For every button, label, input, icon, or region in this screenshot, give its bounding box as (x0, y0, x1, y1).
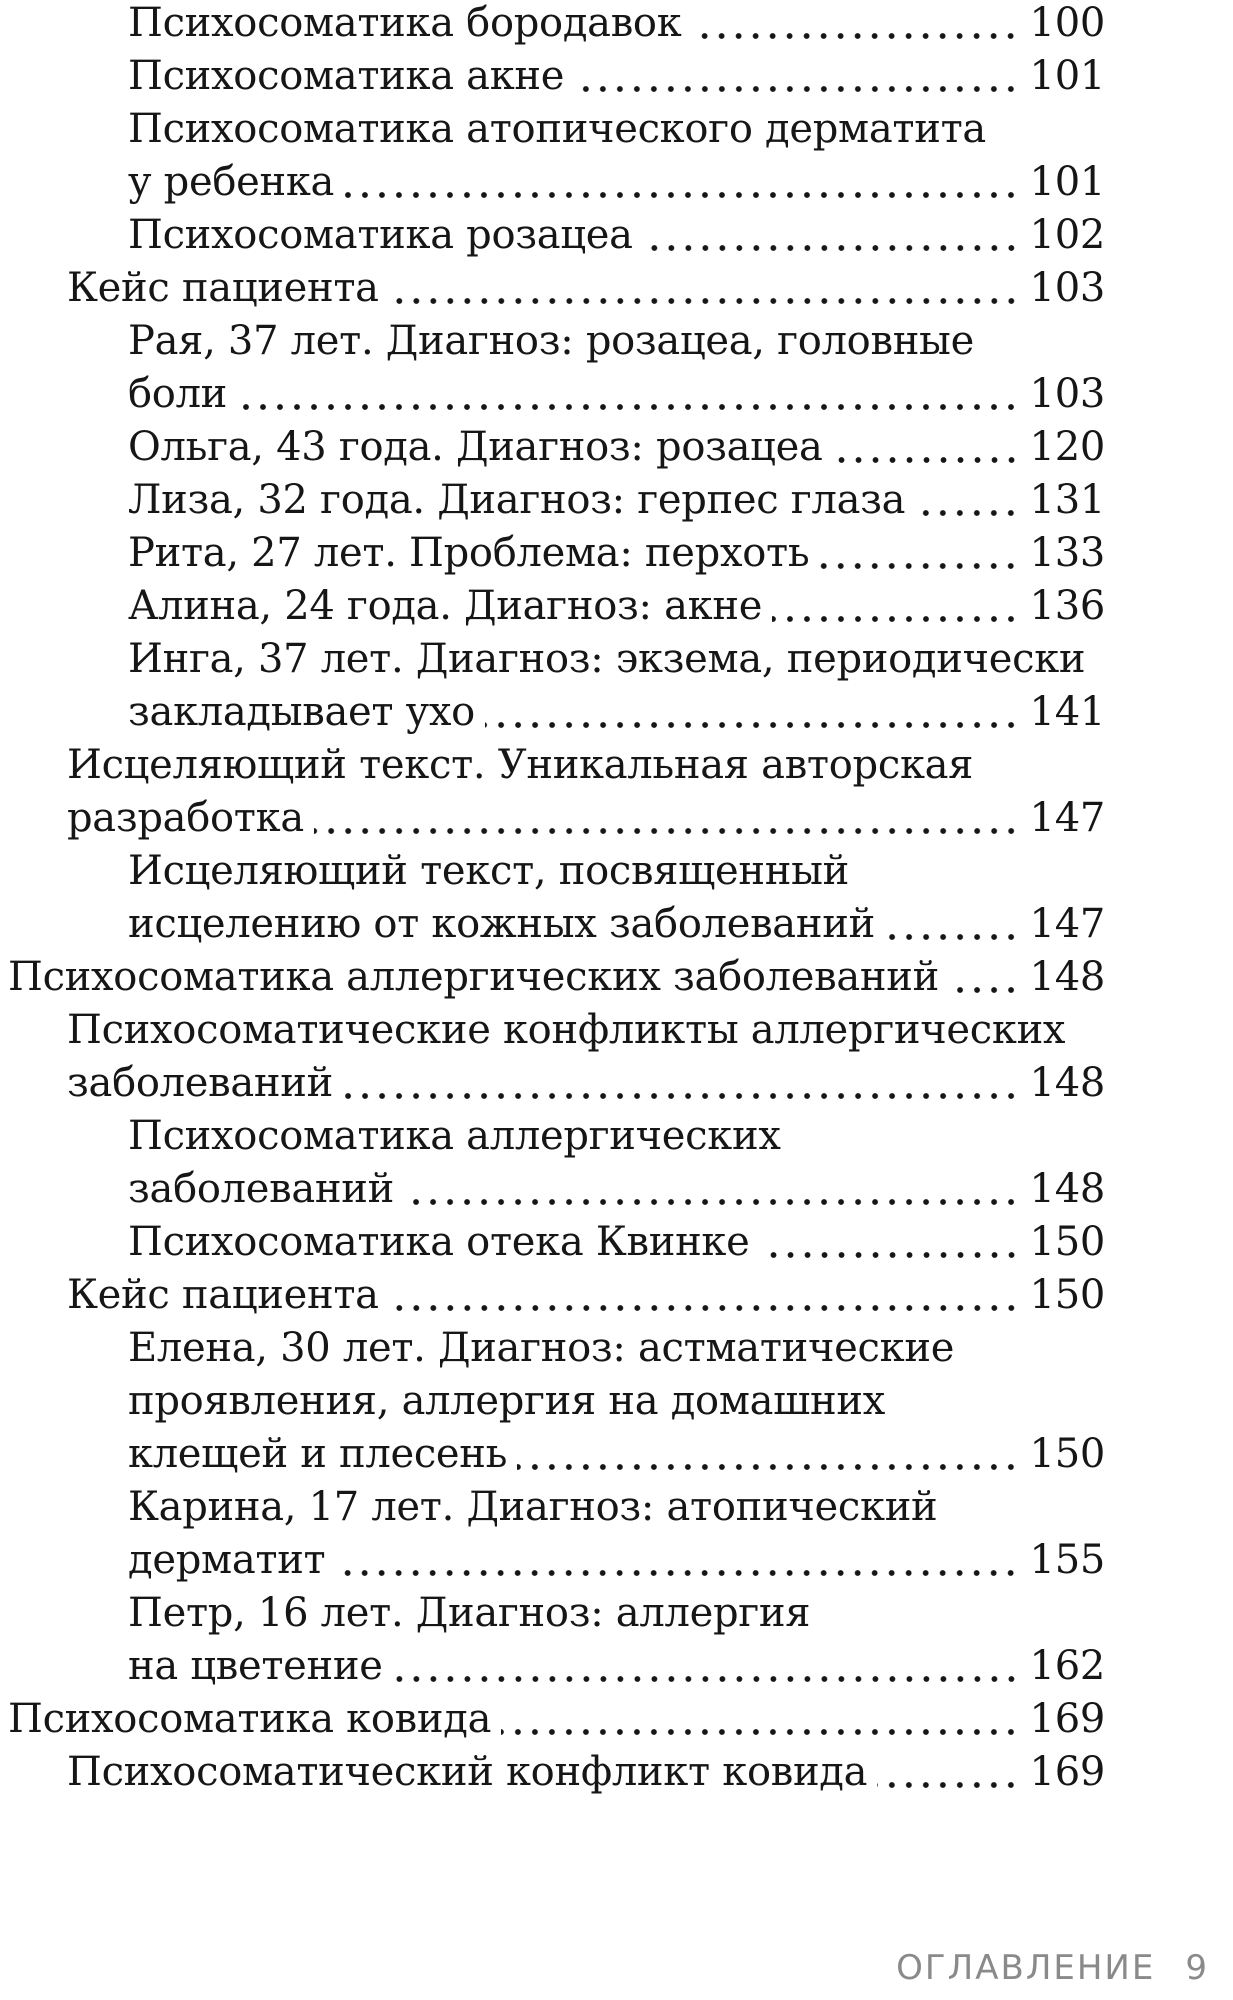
toc-entry[interactable] (128, 1587, 1105, 1693)
toc-page-number: 133 (1029, 530, 1105, 576)
toc-entry[interactable] (67, 1004, 1105, 1110)
dot-leader (404, 1197, 1020, 1207)
dot-leader (485, 720, 1020, 730)
dot-leader (877, 1780, 1019, 1790)
toc-entry-title: Кейс пациента (67, 265, 379, 311)
toc-entry-last-line (128, 898, 1105, 951)
toc-entry-line: Психосоматика аллергических (128, 1113, 781, 1159)
toc-entry-last-line (128, 1163, 1105, 1216)
toc-page-number: 155 (1029, 1537, 1105, 1583)
toc-entry-last-line (67, 262, 1105, 315)
toc-entry-last-line (67, 792, 1105, 845)
running-footer (896, 1948, 1209, 1988)
toc-entry-last-line (67, 1057, 1105, 1110)
toc-entry-line: Психосоматика атопического дерматита (128, 106, 986, 152)
toc-page-number: 150 (1029, 1219, 1105, 1265)
dot-leader (819, 561, 1019, 571)
toc-entry-line: Карина, 17 лет. Диагноз: атопический (128, 1484, 938, 1530)
toc-entry-title: дерматит (128, 1537, 326, 1583)
toc-entry-line: Елена, 30 лет. Диагноз: астматические (128, 1325, 955, 1371)
toc-entry[interactable] (128, 527, 1105, 580)
dot-leader (314, 826, 1020, 836)
toc-page-number: 103 (1029, 371, 1105, 417)
toc-page-number: 148 (1029, 954, 1105, 1000)
toc-entry-title: Психосоматика бородавок (128, 0, 682, 46)
toc-entry[interactable] (128, 1481, 1105, 1587)
toc-entry-last-line (67, 1269, 1105, 1322)
toc-entry[interactable] (67, 1269, 1105, 1322)
toc-entry-last-line (128, 1216, 1105, 1269)
toc-page-number: 148 (1029, 1166, 1105, 1212)
toc-entry-line: проявления, аллергия на домашних (128, 1378, 886, 1424)
toc-entry-title: Психосоматика ковида (8, 1696, 492, 1742)
dot-leader (517, 1462, 1019, 1472)
toc-entry-title: исцелению от кожных заболеваний (128, 901, 875, 947)
toc-entry-title: Психосоматика отека Квинке (128, 1219, 750, 1265)
toc-entry-last-line (8, 951, 1105, 1004)
dot-leader (389, 296, 1020, 306)
toc-entry[interactable] (67, 1746, 1105, 1799)
toc-entry[interactable] (67, 262, 1105, 315)
dot-leader (501, 1727, 1019, 1737)
dot-leader (389, 1303, 1020, 1313)
toc-entry[interactable] (128, 209, 1105, 262)
toc-entry-title: боли (128, 371, 228, 417)
toc-entry-title: Психосоматика розацеа (128, 212, 633, 258)
toc-entry-title: Кейс пациента (67, 1272, 379, 1318)
toc-entry-last-line (128, 50, 1105, 103)
toc-entry[interactable] (8, 1693, 1105, 1746)
toc-entry-line: Исцеляющий текст, посвященный (128, 848, 850, 894)
toc-page-number: 103 (1029, 265, 1105, 311)
toc-page-number: 131 (1029, 477, 1105, 523)
toc-entry-last-line (128, 1428, 1105, 1481)
toc-page-number: 141 (1029, 689, 1105, 735)
toc-entry-title: на цветение (128, 1643, 383, 1689)
toc-entry-last-line (128, 1534, 1105, 1587)
toc-entry[interactable] (128, 474, 1105, 527)
toc-entry[interactable] (67, 739, 1105, 845)
toc-entry-last-line (128, 421, 1105, 474)
toc-entry-title: Ольга, 43 года. Диагноз: розацеа (128, 424, 823, 470)
footer-section-title: ОГЛАВЛЕНИЕ (896, 1948, 1156, 1988)
dot-leader (335, 1568, 1019, 1578)
toc-entry[interactable] (128, 1322, 1105, 1481)
toc-entry-title: Психосоматика аллергических заболеваний (8, 954, 939, 1000)
dot-leader (691, 31, 1019, 41)
toc-page-number: 102 (1029, 212, 1105, 258)
dot-leader (574, 84, 1019, 94)
dot-leader (643, 243, 1020, 253)
toc-entry-last-line (128, 368, 1105, 421)
toc-entry-line: Инга, 37 лет. Диагноз: экзема, периодически (128, 636, 1086, 682)
toc-page-number: 148 (1029, 1060, 1105, 1106)
toc-page-number: 150 (1029, 1431, 1105, 1477)
toc-entry-last-line (128, 527, 1105, 580)
toc-entry-title: заболеваний (128, 1166, 394, 1212)
toc-entry-title: Психосоматика акне (128, 53, 565, 99)
toc-entry-title: разработка (67, 795, 304, 841)
toc-entry-title: Лиза, 32 года. Диагноз: герпес глаза (128, 477, 906, 523)
toc-entry-last-line (128, 474, 1105, 527)
toc-entry-last-line (8, 1693, 1105, 1746)
toc-entry-last-line (67, 1746, 1105, 1799)
footer-page-number: 9 (1185, 1948, 1209, 1988)
toc-entry-title: закладывает ухо (128, 689, 475, 735)
toc-entry-last-line (128, 0, 1105, 50)
toc-entry-title: Алина, 24 года. Диагноз: акне (128, 583, 763, 629)
toc-entry[interactable] (128, 315, 1105, 421)
dot-leader (760, 1250, 1020, 1260)
toc-entry[interactable] (128, 50, 1105, 103)
toc-page-number: 100 (1029, 0, 1105, 46)
dot-leader (344, 190, 1019, 200)
toc-entry-title: клещей и плесень (128, 1431, 508, 1477)
dot-leader (393, 1674, 1020, 1684)
toc-entry[interactable] (128, 103, 1105, 209)
toc-page-number: 101 (1029, 53, 1105, 99)
toc-entry-title: Рита, 27 лет. Проблема: перхоть (128, 530, 810, 576)
toc-entry-line: Исцеляющий текст. Уникальная авторская (67, 742, 974, 788)
toc-page-number: 150 (1029, 1272, 1105, 1318)
toc-page-number: 147 (1029, 795, 1105, 841)
dot-leader (949, 985, 1020, 995)
toc-entry[interactable] (128, 580, 1105, 633)
toc-entry[interactable] (8, 951, 1105, 1004)
dot-leader (343, 1091, 1020, 1101)
toc-entry-last-line (128, 209, 1105, 262)
toc-page-number: 147 (1029, 901, 1105, 947)
toc-entry-title: Психосоматический конфликт ковида (67, 1749, 868, 1795)
toc-entry-line: Психосоматические конфликты аллергических (67, 1007, 1066, 1053)
toc-page-number: 169 (1029, 1696, 1105, 1742)
toc-page-number: 101 (1029, 159, 1105, 205)
toc-page-number: 162 (1029, 1643, 1105, 1689)
toc-entry[interactable] (128, 1216, 1105, 1269)
toc-entry-last-line (128, 1640, 1105, 1693)
dot-leader (833, 455, 1020, 465)
toc-page-number: 136 (1029, 583, 1105, 629)
toc-entry[interactable] (128, 633, 1105, 739)
toc-entry[interactable] (128, 1110, 1105, 1216)
toc-entry-last-line (128, 580, 1105, 633)
toc-entry-title: у ребенка (128, 159, 335, 205)
toc-page-number: 120 (1029, 424, 1105, 470)
toc-entry-last-line (128, 686, 1105, 739)
toc-entry-last-line (128, 156, 1105, 209)
dot-leader (915, 508, 1019, 518)
dot-leader (237, 402, 1020, 412)
toc-entry[interactable] (128, 421, 1105, 474)
toc-page-number: 169 (1029, 1749, 1105, 1795)
toc-entry-title: заболеваний (67, 1060, 333, 1106)
toc-entry-line: Петр, 16 лет. Диагноз: аллергия (128, 1590, 811, 1636)
toc-entry-line: Рая, 37 лет. Диагноз: розацеа, головные (128, 318, 974, 364)
dot-leader (885, 932, 1020, 942)
toc-entry[interactable] (128, 0, 1105, 50)
toc-entry[interactable] (128, 845, 1105, 951)
dot-leader (772, 614, 1019, 624)
